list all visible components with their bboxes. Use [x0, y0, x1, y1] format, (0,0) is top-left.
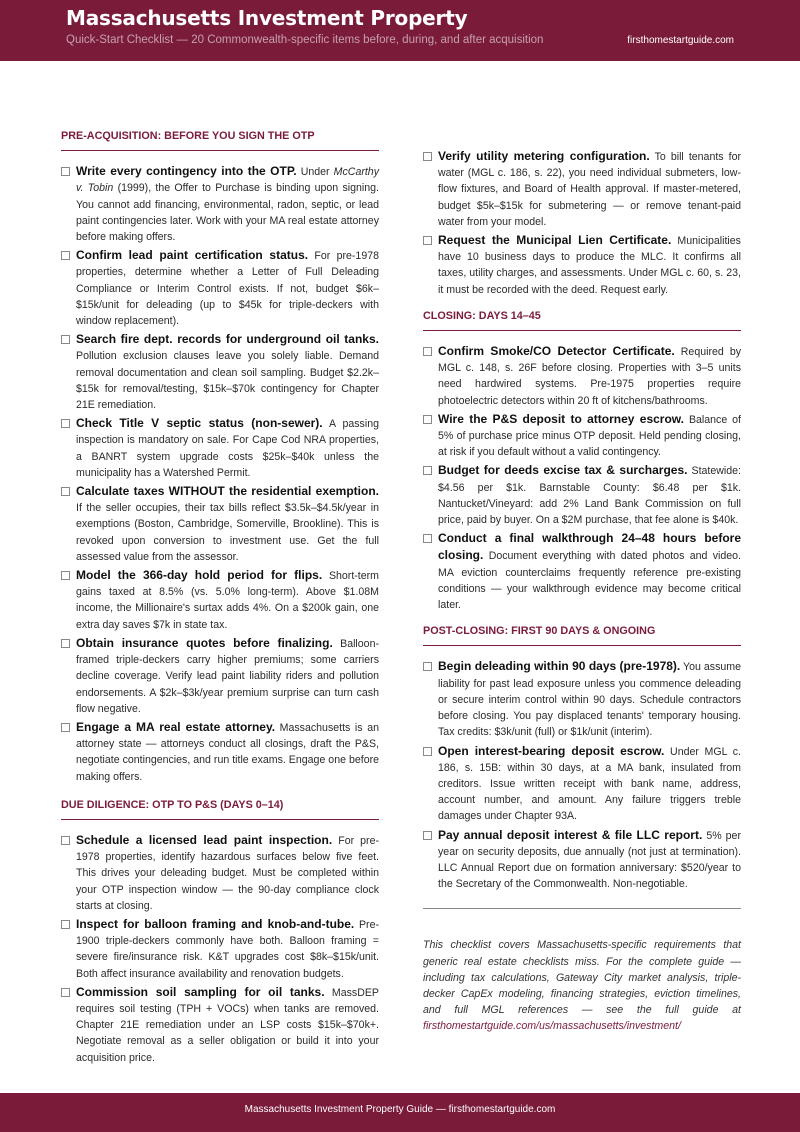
checklist-item [61, 567, 379, 633]
item-lead: Confirm lead paint certification status. [76, 248, 309, 263]
header-site-link[interactable]: firsthomestartguide.com [627, 35, 734, 46]
item-body: Short-term gains taxed at 8.5% (vs. 5.0% long-term). Above $1.08M income, the Millionaire's surtax adds 4%. On a $200k gain, one extra day saves $7k in state tax. [76, 570, 379, 631]
page-subtitle: Quick-Start Checklist — 20 Commonwealth-specific items before, during, and after acquisition [66, 34, 544, 46]
checkbox[interactable] [423, 347, 432, 356]
divider [423, 908, 741, 909]
item-body: A passing inspection is mandatory on sale. For Cape Cod NRA properties, a BANRT system upgrade costs $25k–$40k unless the municipality has a Watershed Permit. [76, 418, 379, 479]
checkbox[interactable] [423, 466, 432, 475]
checklist-item [423, 343, 741, 409]
item-body: Under MGL c. 186, s. 15B: within 30 days, at a MA bank, insulated from creditors. Issue written receipt with bank name, address, account number, and amount. Any failure triggers treble damages under Chapter 93A. [438, 745, 741, 823]
left-column [61, 128, 379, 1068]
item-lead: Wire the P&S deposit to attorney escrow. [438, 411, 685, 426]
item-lead: Pay annual deposit interest & file LLC report. [438, 827, 703, 842]
item-lead: Calculate taxes WITHOUT the residential exemption. [76, 484, 379, 499]
page-title: Massachusetts Investment Property [66, 6, 468, 30]
item-lead: Check Title V septic status (non-sewer). [76, 416, 323, 431]
item-body: Balance of 5% of purchase price minus OTP deposit. Held pending closing, at risk if you default without a valid contingency. [438, 413, 741, 459]
section-heading-closing: CLOSING: DAYS 14–45 [423, 308, 741, 331]
section-heading-due-diligence: DUE DILIGENCE: OTP TO P&S (DAYS 0–14) [61, 797, 379, 820]
right-column [423, 148, 741, 1035]
item-body: Document everything with dated photos and video. MA eviction counterclaims frequently reference pre-existing conditions — your walkthrough evidence may become critical later. [438, 550, 741, 612]
checklist-item [61, 163, 379, 245]
checkbox[interactable] [61, 723, 70, 732]
checkbox[interactable] [61, 571, 70, 580]
item-lead: Commission soil sampling for oil tanks. [76, 984, 325, 999]
item-lead: Search fire dept. records for underground oil tanks. [76, 332, 379, 347]
section-heading-post-closing: POST-CLOSING: FIRST 90 DAYS & ONGOING [423, 623, 741, 646]
checkbox[interactable] [61, 167, 70, 176]
item-lead: Verify utility metering configuration. [438, 149, 650, 163]
item-lead: Engage a MA real estate attorney. [76, 719, 276, 734]
item-lead: Model the 366-day hold period for flips. [76, 568, 323, 583]
item-body: Balloon-framed triple-deckers carry higher premiums; some carriers decline coverage. Verify lead paint liability riders and pollution endorsements. A $2k–$3k/year premium surprise can turn cash flow negative. [76, 637, 379, 715]
guide-link[interactable]: firsthomestartguide.com/us/massachusetts/investment/ [423, 1020, 681, 1033]
checklist-item [61, 984, 379, 1066]
checklist-item [61, 331, 379, 413]
checkbox[interactable] [61, 988, 70, 997]
checkbox[interactable] [423, 236, 432, 245]
item-body: Municipalities have 10 business days to produce the MLC. It confirms all taxes, utility charges, and assessments. Under MGL c. 60, s. 23, it must be recorded with the deed. Request early. [438, 235, 741, 296]
checklist-item [61, 719, 379, 785]
closing-note [423, 937, 741, 1034]
checkbox[interactable] [61, 335, 70, 344]
item-body: MassDEP requires soil testing (TPH + VOCs) when tanks are removed. Chapter 21E remediation under an LSP costs $15k–$70k+. Negotiate removal as a seller obligation or build it into your acquisition price. [76, 986, 379, 1064]
checklist-item [423, 658, 741, 740]
item-lead: Request the Municipal Lien Certificate. [438, 233, 672, 248]
item-lead: Obtain insurance quotes before finalizing. [76, 635, 333, 650]
item-body: Massachusetts is an attorney state — attorneys conduct all closings, draft the P&S, negotiate contingencies, and run title exams. Engage one before making offers. [76, 721, 379, 783]
item-body: For pre-1978 properties, determine whether a Letter of Full Deleading Compliance or Interim Control exists. If not, budget $6k–$15k/unit for deleading (up to $45k for triple-deckers with window replacement). [76, 250, 379, 328]
checkbox[interactable] [61, 639, 70, 648]
checklist-item [423, 827, 741, 893]
checklist-item [423, 148, 741, 230]
footer-text: Massachusetts Investment Property Guide — firsthomestartguide.com [244, 1104, 556, 1115]
item-lead: Open interest-bearing deposit escrow. [438, 743, 665, 758]
item-lead: Inspect for balloon framing and knob-and-tube. [76, 916, 355, 931]
page-header [0, 0, 800, 61]
item-lead: Schedule a licensed lead paint inspection. [76, 832, 333, 847]
checkbox[interactable] [423, 415, 432, 424]
item-body: Statewide: $4.56 per $1k. Barnstable County: $6.48 per $1k. Nantucket/Vineyard: add 2% Land Bank Commission on full price, paid by buyer. On a $2M purchase, that fee alone is $40k. [438, 465, 741, 527]
checkbox[interactable] [61, 251, 70, 260]
item-body: For pre-1978 properties, identify hazardous surfaces below five feet. This drives your deleading budget. Must be completed within your OTP inspection window — the 90-day compliance clock starts at closing. [76, 834, 379, 912]
checklist-item [423, 232, 741, 298]
checkbox[interactable] [61, 487, 70, 496]
checklist-item [61, 415, 379, 481]
checklist-item [423, 411, 741, 461]
checkbox[interactable] [61, 419, 70, 428]
item-lead: Conduct a final walkthrough 24–48 hours before closing. [438, 531, 741, 563]
checklist-item [423, 530, 741, 613]
item-body-pre: Under [300, 166, 334, 179]
checkbox[interactable] [423, 662, 432, 671]
item-lead: Write every contingency into the OTP. [76, 164, 297, 179]
case-name: McCarthy v. Tobin [76, 166, 379, 195]
note-text: This checklist covers Massachusetts-specific requirements that generic real estate checklists miss. For the complete guide — including tax calculations, Gateway City market analysis, triple-decker CapEx modeling, financing strategies, eviction timelines, and full MGL references — see the full guide at [423, 939, 741, 1017]
item-body: To bill tenants for water (MGL c. 186, s. 22), you need individual submeters, low-flow fixtures, and Board of Health approval. If master-metered, budget $5k–$15k for submetering — or remove tenant-paid water from your model. [438, 151, 741, 228]
checkbox[interactable] [423, 534, 432, 543]
item-body: Pollution exclusion clauses leave you solely liable. Demand removal documentation and clean soil sampling. Budget $2.2k–$15k for removal/testing, $15k–$70k contingency for Chapter 21E remediation. [76, 350, 379, 412]
item-body: You assume liability for past lead exposure unless you commence deleading or secure interim control within 90 days. Schedule contractors before closing. You pay displaced tenants' temporary housing. Tax credits: $3k/unit (full) or $1k/unit (interim). [438, 661, 741, 739]
item-body: (1999), the Offer to Purchase is binding upon signing. You cannot add financing, environmental, radon, septic, or lead paint contingencies later. Work with your MA real estate attorney before making offers. [76, 182, 379, 244]
checkbox[interactable] [423, 152, 432, 161]
item-lead: Begin deleading within 90 days (pre-1978). [438, 659, 681, 674]
item-lead: Budget for deeds excise tax & surcharges. [438, 463, 688, 478]
checklist-item [423, 462, 741, 528]
item-lead: Confirm Smoke/CO Detector Certificate. [438, 344, 675, 359]
checklist-item [61, 832, 379, 914]
item-body: Required by MGL c. 148, s. 26F before closing. Properties with 3–5 units need hardwired systems. Pre-1975 properties require photoelectric detectors within 20 ft of kitchens/bathrooms. [438, 346, 742, 407]
checkbox[interactable] [61, 836, 70, 845]
checklist-item [61, 916, 379, 982]
checkbox[interactable] [423, 831, 432, 840]
checkbox[interactable] [61, 920, 70, 929]
checklist-item [61, 483, 379, 565]
section-heading-pre-acquisition: PRE-ACQUISITION: BEFORE YOU SIGN THE OTP [61, 128, 379, 151]
checklist-item [61, 635, 379, 717]
checklist-item [423, 743, 741, 825]
item-body: 5% per year on security deposits, due annually (not just at termination). LLC Annual Report due on formation anniversary: $520/year to the Secretary of the Commonwealth. Non-negotiable. [438, 829, 741, 891]
item-body: Pre-1900 triple-deckers commonly have both. Balloon framing = severe fire/insurance risk. K&T upgrades cost $8k–$15k/unit. Both affect insurance availability and renovation budgets. [76, 918, 379, 980]
item-body: If the seller occupies, their tax bills reflect $3.5k–$4.5k/year in exemptions (Boston, Cambridge, Somerville, Brookline). This is revoked upon conversion to investment use. Get the full assessed value from the assessor. [76, 502, 379, 563]
page-footer [0, 1093, 800, 1132]
checkbox[interactable] [423, 747, 432, 756]
checklist-item [61, 247, 379, 329]
